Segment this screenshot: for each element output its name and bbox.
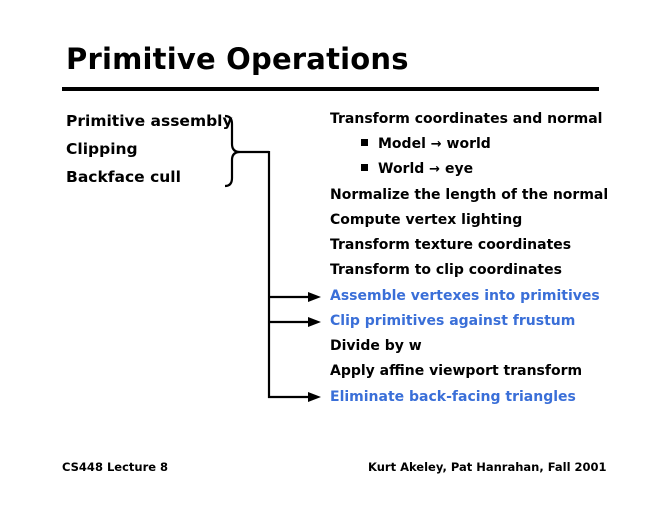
step-eliminate-backfacing: Eliminate back-facing triangles [330, 389, 576, 405]
square-bullet-icon [361, 139, 368, 146]
step-normalize-normal: Normalize the length of the normal [330, 187, 609, 203]
substep-to: world [446, 136, 491, 152]
arrow-right-icon: → [429, 162, 441, 177]
substep-from: Model [378, 136, 426, 152]
substep-to: eye [444, 161, 474, 177]
substep-world-eye [361, 161, 473, 177]
step-viewport-transform: Apply affine viewport transform [330, 363, 583, 379]
footer-lecture: CS448 Lecture 8 [62, 460, 169, 474]
step-texture-coordinates: Transform texture coordinates [330, 237, 572, 253]
arrow-to-assemble-head [308, 292, 321, 302]
footer-authors: Kurt Akeley, Pat Hanrahan, Fall 2001 [368, 460, 607, 474]
square-bullet-icon [361, 164, 368, 171]
arrow-to-clip-head [308, 317, 321, 327]
curly-brace [225, 116, 240, 186]
arrow-right-icon: → [430, 137, 442, 152]
left-item-clipping: Clipping [66, 140, 138, 158]
arrow-to-eliminate-head [308, 392, 321, 402]
substep-model-world [361, 136, 491, 152]
slide-title: Primitive Operations [66, 42, 409, 76]
step-clip-coordinates: Transform to clip coordinates [330, 262, 562, 278]
step-transform-coordinates: Transform coordinates and normal [330, 111, 603, 127]
step-clip-primitives: Clip primitives against frustum [330, 313, 576, 329]
left-item-backface-cull: Backface cull [66, 168, 181, 186]
step-assemble-primitives: Assemble vertexes into primitives [330, 288, 600, 304]
step-vertex-lighting: Compute vertex lighting [330, 212, 523, 228]
left-item-primitive-assembly: Primitive assembly [66, 112, 233, 130]
substep-from: World [378, 161, 425, 177]
step-divide-by-w: Divide by w [330, 338, 422, 354]
